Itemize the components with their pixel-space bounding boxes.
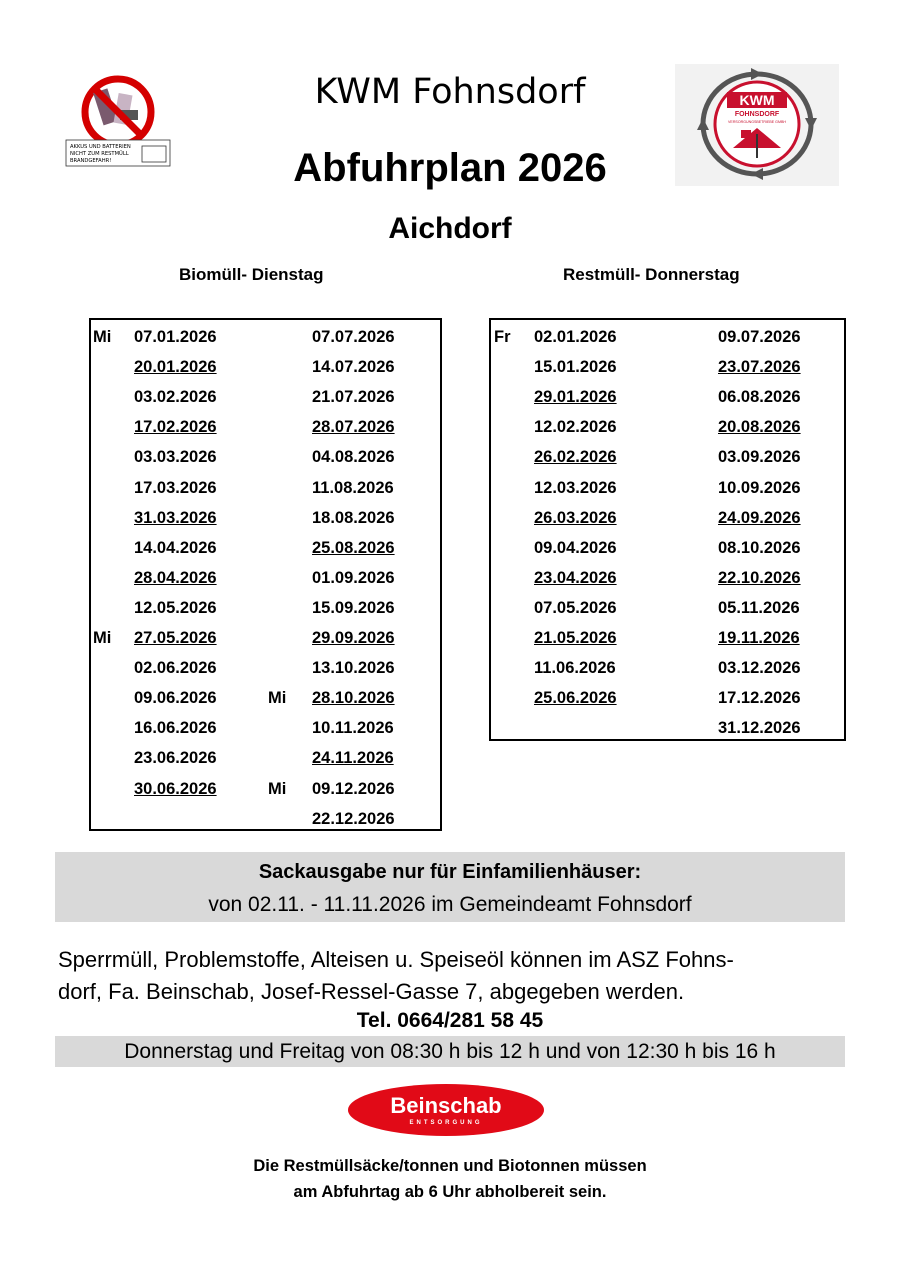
weekday-note: Fr bbox=[494, 328, 511, 346]
battery-logo-line3: BRANDGEFAHR! bbox=[70, 158, 112, 164]
collection-date: 14.07.2026 bbox=[312, 358, 395, 377]
collection-date: 02.06.2026 bbox=[134, 659, 217, 678]
collection-date: 05.11.2026 bbox=[718, 598, 800, 617]
collection-date: 23.06.2026 bbox=[134, 749, 217, 768]
collection-date: 09.12.2026 bbox=[312, 779, 395, 798]
district-name: Aichdorf bbox=[388, 212, 512, 245]
collection-date: 25.06.2026 bbox=[534, 689, 617, 708]
collection-date: 21.07.2026 bbox=[312, 388, 395, 407]
beinschab-tag: ENTSORGUNG bbox=[409, 1120, 483, 1126]
phone-number: Tel. 0664/281 58 45 bbox=[356, 1009, 544, 1032]
collection-date: 15.01.2026 bbox=[534, 358, 617, 377]
weekday-note: Mi bbox=[268, 689, 287, 708]
collection-date: 15.09.2026 bbox=[312, 598, 395, 617]
collection-date: 29.09.2026 bbox=[312, 629, 395, 647]
collection-date: 30.06.2026 bbox=[134, 779, 217, 798]
collection-date: 12.05.2026 bbox=[134, 598, 217, 617]
collection-date: 07.07.2026 bbox=[312, 328, 395, 346]
collection-date: 20.08.2026 bbox=[718, 418, 801, 437]
battery-logo-line2: NICHT ZUM RESTMÜLL bbox=[70, 151, 129, 157]
collection-date: 27.05.2026 bbox=[134, 629, 217, 647]
collection-date: 29.01.2026 bbox=[534, 388, 617, 407]
collection-date: 02.01.2026 bbox=[534, 328, 617, 346]
collection-date: 24.11.2026 bbox=[312, 749, 394, 768]
footer-line-1: Die Restmüllsäcke/tonnen und Biotonnen müssen bbox=[253, 1157, 647, 1175]
collection-date: 28.10.2026 bbox=[312, 689, 395, 708]
collection-date: 18.08.2026 bbox=[312, 508, 395, 527]
collection-date: 07.01.2026 bbox=[134, 328, 217, 346]
weekday-note: Mi bbox=[268, 779, 287, 798]
collection-date: 04.08.2026 bbox=[312, 448, 395, 467]
sack-distribution-box bbox=[55, 852, 845, 922]
collection-date: 10.09.2026 bbox=[718, 478, 801, 497]
collection-date: 08.10.2026 bbox=[718, 538, 801, 557]
collection-date: 14.04.2026 bbox=[134, 538, 217, 557]
collection-date: 07.05.2026 bbox=[534, 598, 617, 617]
org-name: KWM Fohnsdorf bbox=[314, 72, 586, 112]
collection-date: 22.10.2026 bbox=[718, 568, 801, 587]
collection-date: 20.01.2026 bbox=[134, 358, 217, 377]
beinschab-name: Beinschab bbox=[390, 1093, 502, 1118]
collection-date: 23.07.2026 bbox=[718, 358, 801, 377]
collection-date: 24.09.2026 bbox=[718, 508, 801, 527]
info-paragraph bbox=[58, 944, 848, 1008]
collection-date: 17.02.2026 bbox=[134, 418, 217, 437]
info-line-1: Sperrmüll, Problemstoffe, Alteisen u. Speiseöl können im ASZ Fohns- bbox=[58, 947, 734, 972]
rest-heading: Restmüll- Donnerstag bbox=[563, 265, 740, 284]
collection-date: 11.08.2026 bbox=[312, 478, 394, 497]
info-line-2: dorf, Fa. Beinschab, Josef-Ressel-Gasse 7, abgegeben werden. bbox=[58, 979, 685, 1004]
collection-date: 28.04.2026 bbox=[134, 568, 217, 587]
beinschab-logo bbox=[346, 1082, 546, 1138]
collection-date: 25.08.2026 bbox=[312, 538, 395, 557]
collection-date: 16.06.2026 bbox=[134, 719, 217, 738]
collection-date: 03.09.2026 bbox=[718, 448, 801, 467]
footer-line-2: am Abfuhrtag ab 6 Uhr abholbereit sein. bbox=[293, 1183, 607, 1201]
collection-date: 03.12.2026 bbox=[718, 659, 801, 678]
collection-date: 10.11.2026 bbox=[312, 719, 394, 738]
collection-date: 22.12.2026 bbox=[312, 809, 395, 828]
collection-date: 03.03.2026 bbox=[134, 448, 217, 467]
collection-date: 12.03.2026 bbox=[534, 478, 617, 497]
collection-date: 31.03.2026 bbox=[134, 508, 217, 527]
collection-date: 03.02.2026 bbox=[134, 388, 217, 407]
sack-period: von 02.11. - 11.11.2026 im Gemeindeamt Fohnsdorf bbox=[208, 893, 692, 916]
collection-date: 09.06.2026 bbox=[134, 689, 217, 708]
bio-heading: Biomüll- Dienstag bbox=[179, 265, 324, 284]
collection-date: 13.10.2026 bbox=[312, 659, 395, 678]
collection-date: 09.04.2026 bbox=[534, 538, 617, 557]
collection-date: 17.03.2026 bbox=[134, 478, 217, 497]
sack-heading: Sackausgabe nur für Einfamilienhäuser: bbox=[258, 861, 642, 883]
collection-date: 11.06.2026 bbox=[534, 659, 616, 678]
weekday-note: Mi bbox=[93, 328, 112, 346]
collection-date: 09.07.2026 bbox=[718, 328, 801, 346]
collection-date: 21.05.2026 bbox=[534, 629, 617, 647]
collection-date: 23.04.2026 bbox=[534, 568, 617, 587]
collection-date: 26.02.2026 bbox=[534, 448, 617, 467]
collection-date: 01.09.2026 bbox=[312, 568, 395, 587]
collection-date: 31.12.2026 bbox=[718, 719, 801, 738]
collection-date: 12.02.2026 bbox=[534, 418, 617, 437]
page-title: Abfuhrplan 2026 bbox=[293, 146, 607, 190]
kwm-logo-town: FOHNSDORF bbox=[734, 111, 780, 118]
weekday-note: Mi bbox=[93, 629, 112, 647]
collection-date: 26.03.2026 bbox=[534, 508, 617, 527]
collection-date: 17.12.2026 bbox=[718, 689, 801, 708]
collection-date: 19.11.2026 bbox=[718, 629, 800, 647]
opening-hours: Donnerstag und Freitag von 08:30 h bis 12 h und von 12:30 h bis 16 h bbox=[55, 1036, 845, 1067]
collection-date: 06.08.2026 bbox=[718, 388, 801, 407]
battery-logo-line1: AKKUS UND BATTERIEN bbox=[70, 144, 131, 150]
collection-date: 28.07.2026 bbox=[312, 418, 395, 437]
kwm-logo-initials: KWM bbox=[739, 92, 775, 108]
kwm-logo-company: VERSORGUNGSBETRIEBE GMBH bbox=[728, 120, 786, 124]
